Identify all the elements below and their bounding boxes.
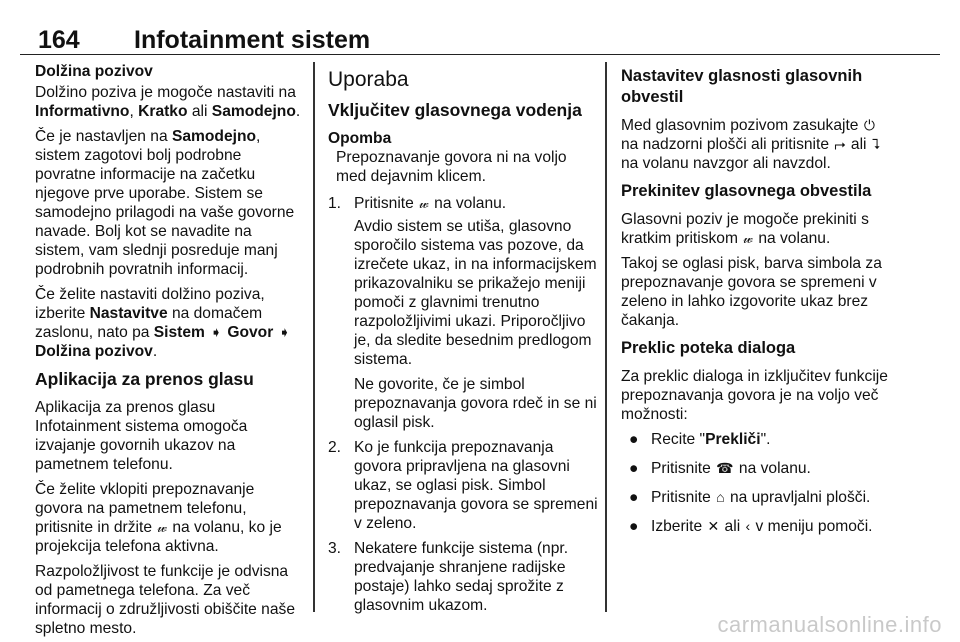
- paragraph: Če želite vklopiti prepoznavanje govora na pametnem telefonu, pritisnite in držite 𝓌 na volanu, ko je projekcija telefona aktivna.: [35, 481, 282, 555]
- column-right: [621, 62, 891, 626]
- voice-control-icon: 𝓌: [743, 230, 753, 246]
- column-divider: [313, 62, 315, 612]
- power-knob-icon: ⏻: [863, 117, 875, 133]
- paragraph: Dolžino poziva je mogoče nastaviti na Informativno, Kratko ali Samodejno.: [35, 84, 301, 120]
- paragraph: Za preklic dialoga in izključitev funkcije prepoznavanja govora je na voljo več možnosti:: [621, 368, 888, 423]
- hang-up-icon: ☎: [716, 460, 734, 476]
- paragraph: Če je nastavljen na Samodejno, sistem zagotovi bolj podrobne povratne informacije na začetku njegove prve uporabe. Sistem se samodejno prilagodi na vaše govorne navade. Bolj kot se navadite na sistem, vam slednji posreduje manj podrobnih povratnih informacij.: [35, 128, 295, 278]
- heading-cancel-dialog: Preklic poteka dialoga: [621, 339, 796, 357]
- paragraph: Razpoložljivost te funkcije je odvisna od pametnega telefona. Za več informacij o združljivosti obiščite naše spletno mesto.: [35, 563, 295, 637]
- arrow-icon: ➧: [210, 324, 222, 340]
- page-number: 164: [38, 26, 80, 54]
- list-item: ● Pritisnite ⌂ na upravljalni plošči.: [629, 489, 871, 506]
- note-text: Prepoznavanje govora ni na voljo med dejavnim klicem.: [336, 149, 567, 185]
- list-item: 3. Nekatere funkcije sistema (npr. predvajanje shranjene radijske postaje) lahko sedaj sprožite z glasovnim ukazom.: [328, 540, 569, 614]
- home-icon: ⌂: [716, 489, 725, 505]
- watermark: carmanualsonline.info: [717, 612, 942, 637]
- list-item: 2. Ko je funkcija prepoznavanja govora pripravljena na glasovni ukaz, se oglasi pisk. Simbol prepoznavanja govora se spremeni v zeleno.: [328, 439, 598, 532]
- list-item: ● Pritisnite ☎ na volanu.: [629, 460, 811, 477]
- paragraph: Med glasovnim pozivom zasukajte ⏻ na nadzorni plošči ali pritisnite ⮣ ali ⮧ na volanu navzgor ali navzdol.: [621, 117, 881, 172]
- paragraph: Aplikacija za prenos glasu Infotainment sistema omogoča izvajanje govornih ukazov na pametnem telefonu.: [35, 399, 248, 473]
- bullet-list: [621, 430, 891, 536]
- heading-volume: Nastavitev glasnosti glasovnih obvestil: [621, 67, 863, 106]
- list-item: ● Izberite ✕ ali ‹ v meniju pomoči.: [629, 518, 873, 535]
- page-header: [20, 20, 940, 55]
- heading-interrupt: Prekinitev glasovnega obvestila: [621, 182, 872, 200]
- page-title: Infotainment sistem: [134, 26, 371, 54]
- heading-activate-voice: Vključitev glasovnega vodenja: [328, 100, 582, 120]
- paragraph: Ne govorite, če je simbol prepoznavanja govora rdeč in se ni oglasil pisk.: [354, 376, 597, 431]
- column-left: [35, 62, 302, 637]
- paragraph: Če želite nastaviti dolžino poziva, izberite Nastavitve na domačem zaslonu, nato pa Sistem ➧ Govor ➧ Dolžina pozivov.: [35, 286, 291, 360]
- note-title: Opomba: [328, 130, 392, 147]
- voice-control-icon: 𝓌: [419, 195, 429, 211]
- column-divider: [605, 62, 607, 612]
- column-middle: [328, 62, 598, 626]
- heading-voice-pass-through: Aplikacija za prenos glasu: [35, 369, 254, 389]
- list-item: ● Recite "Prekliči".: [629, 431, 771, 448]
- voice-control-icon: 𝓌: [157, 519, 168, 535]
- volume-down-icon: ⮧: [871, 136, 881, 152]
- list-item: 1. Pritisnite 𝓌 na volanu. Avdio sistem se utiša, glasovno sporočilo sistema vas pozove, da izrečete ukaz, in na informacijskem prikazovalniku se prikažejo meniji pomoči z glavnimi trenutno razpoložljivimi ukazi. Priporočljivo je, da sledite besednim predlogom sistema. Ne govorite, če je simbol prepoznavanja govora rdeč in se ni oglasil pisk.: [328, 195, 597, 431]
- subheading-prompt-length: Dolžina pozivov: [35, 63, 153, 80]
- steps-list: [328, 194, 598, 615]
- paragraph: Takoj se oglasi pisk, barva simbola za prepoznavanje govora se spremeni v zeleno in lahko izgovorite ukaz brez čakanja.: [621, 255, 882, 329]
- paragraph: Avdio sistem se utiša, glasovno sporočilo sistema vas pozove, da izrečete ukaz, in na informacijskem prikazovalniku se prikažejo meniji pomoči z glavnimi trenutno razpoložljivimi ukazi. Priporočljivo je, da sledite besednim predlogom sistema.: [354, 218, 597, 368]
- volume-up-icon: ⮣: [834, 136, 846, 152]
- back-icon: ‹: [745, 518, 751, 534]
- paragraph: Glasovni poziv je mogoče prekiniti s kratkim pritiskom 𝓌 na volanu.: [621, 211, 869, 247]
- arrow-icon: ➧: [278, 324, 291, 340]
- heading-usage: Uporaba: [328, 68, 409, 91]
- close-icon: ✕: [707, 518, 720, 534]
